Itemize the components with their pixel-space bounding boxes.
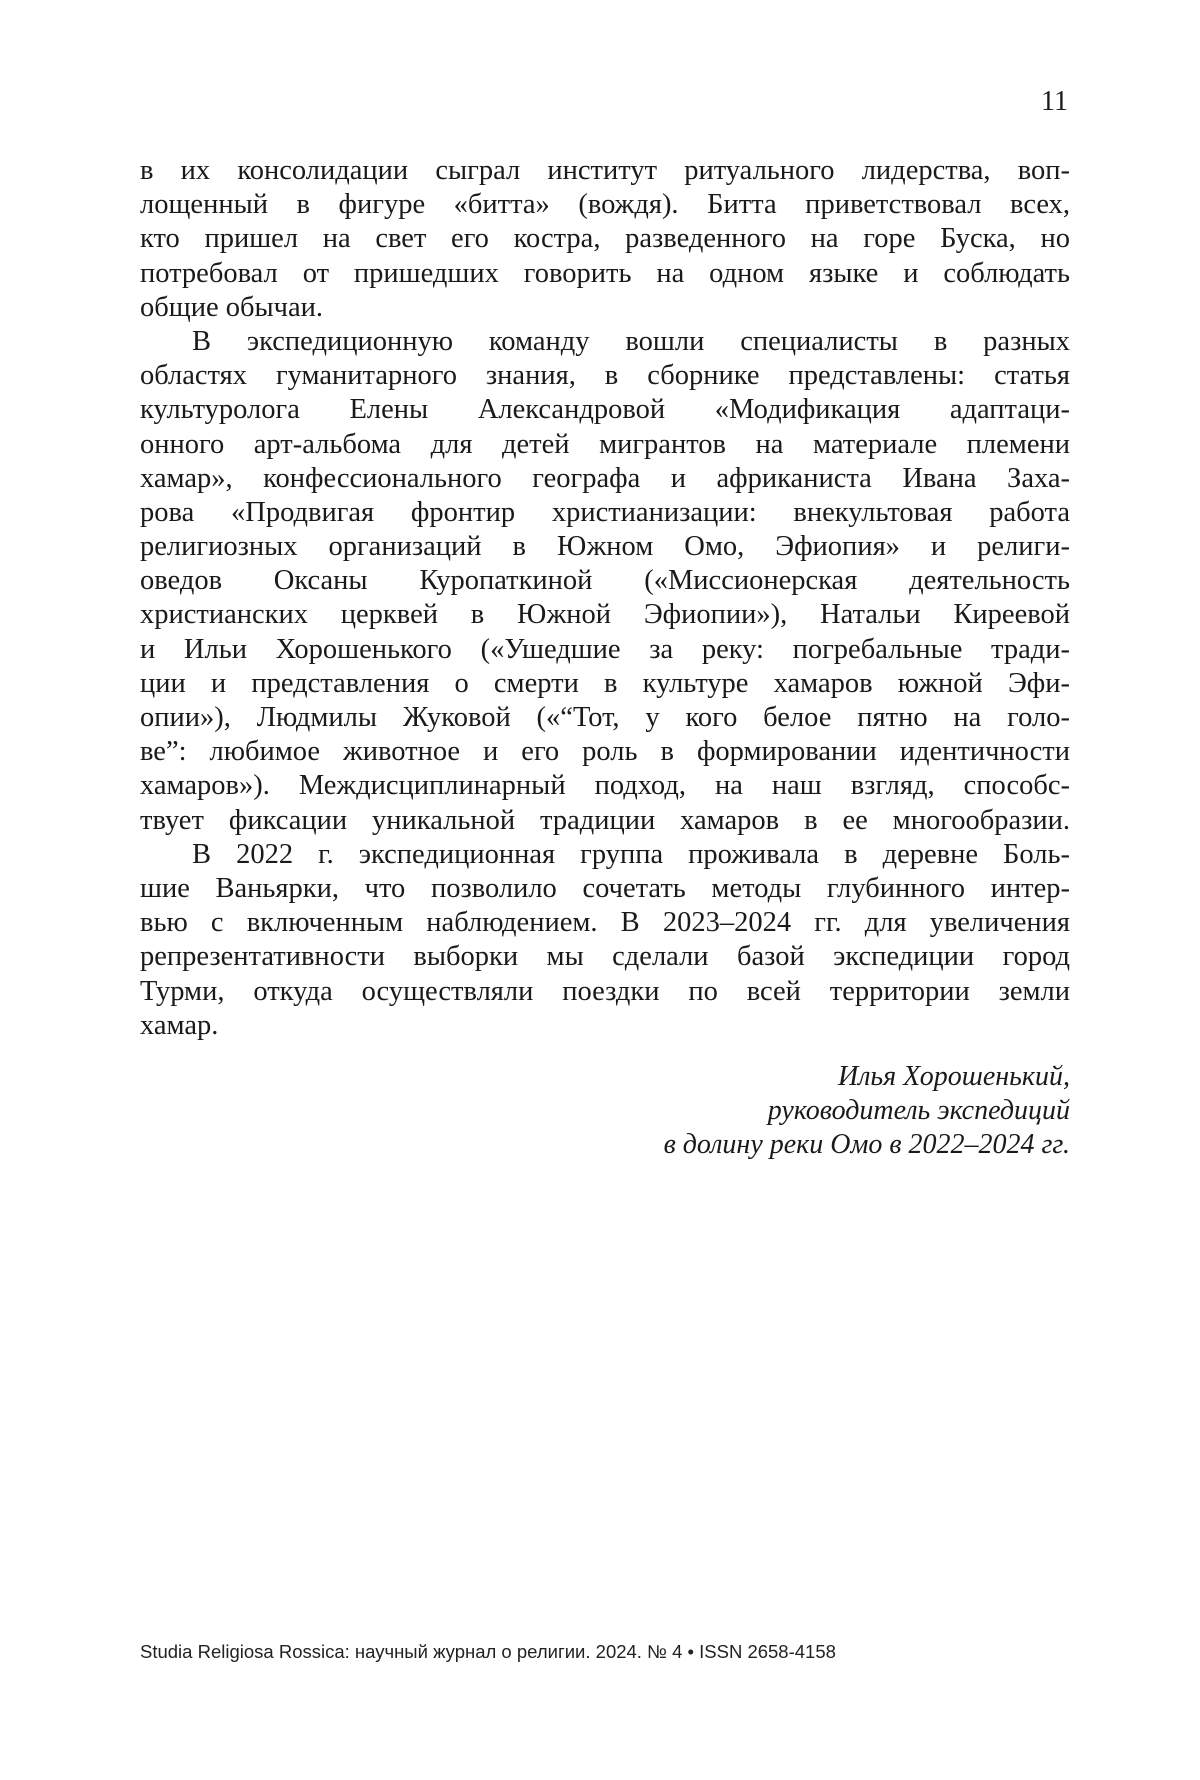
text-line: потребовал от пришедших говорить на одном языке и соблюдать: [140, 257, 1070, 289]
page-number: 11: [1041, 86, 1068, 117]
text-line: кто пришел на свет его костра, разведенного на горе Буска, но: [140, 223, 1070, 255]
text-line: христианских церквей в Южной Эфиопии»), Натальи Киреевой: [140, 599, 1070, 631]
text-line: общие обычаи.: [140, 291, 323, 323]
text-line: хамар.: [140, 1009, 219, 1041]
signature-name: Илья Хорошенький,: [837, 1061, 1070, 1092]
journal-footer: Studia Religiosa Rossica: научный журнал о религии. 2024. № 4 • ISSN 2658-4158: [140, 1641, 836, 1662]
text-line: культуролога Елены Александровой «Модификация адаптаци-: [140, 394, 1070, 426]
text-line: Турми, откуда осуществляли поездки по всей территории земли: [140, 975, 1070, 1007]
text-line: твует фиксации уникальной традиции хамаров в ее многообразии.: [140, 804, 1070, 836]
text-line: вью с включенным наблюдением. В 2023–2024 гг. для увеличения: [140, 907, 1070, 939]
text-line: оведов Оксаны Куропаткиной («Миссионерская деятельность: [140, 565, 1070, 597]
text-line: онного арт-альбома для детей мигрантов на материале племени: [140, 428, 1070, 460]
author-signature: [664, 1060, 1070, 1162]
signature-detail: в долину реки Омо в 2022–2024 гг.: [663, 1129, 1070, 1160]
text-line: ве”: любимое животное и его роль в формировании идентичности: [140, 736, 1070, 768]
text-line: репрезентативности выборки мы сделали базой экспедиции город: [140, 941, 1070, 973]
text-line: шие Ваньярки, что позволило сочетать методы глубинного интер-: [140, 872, 1070, 904]
text-line: лощенный в фигуре «битта» (вождя). Битта приветствовал всех,: [140, 189, 1070, 221]
text-line: в их консолидации сыграл институт ритуального лидерства, воп-: [140, 155, 1070, 186]
text-line: областях гуманитарного знания, в сборнике представлены: статья: [140, 360, 1070, 392]
text-line: В экспедиционную команду вошли специалисты в разных: [192, 325, 1070, 357]
text-line: хамар», конфессионального географа и африканиста Ивана Заха-: [140, 462, 1070, 494]
text-line: и Ильи Хорошенького («Ушедшие за реку: погребальные тради-: [140, 633, 1070, 665]
text-line: ции и представления о смерти в культуре хамаров южной Эфи-: [140, 667, 1070, 699]
text-line: В 2022 г. экспедиционная группа проживала в деревне Боль-: [192, 838, 1070, 870]
signature-role: руководитель экспедиций: [767, 1095, 1070, 1126]
text-line: рова «Продвигая фронтир христианизации: внекультовая работа: [140, 496, 1070, 528]
text-line: религиозных организаций в Южном Омо, Эфиопия» и религи-: [140, 531, 1070, 563]
body-text: [140, 154, 1070, 1043]
text-line: опии»), Людмилы Жуковой («“Тот, у кого белое пятно на голо-: [140, 702, 1070, 733]
text-line: хамаров»). Междисциплинарный подход, на наш взгляд, способс-: [140, 770, 1070, 802]
